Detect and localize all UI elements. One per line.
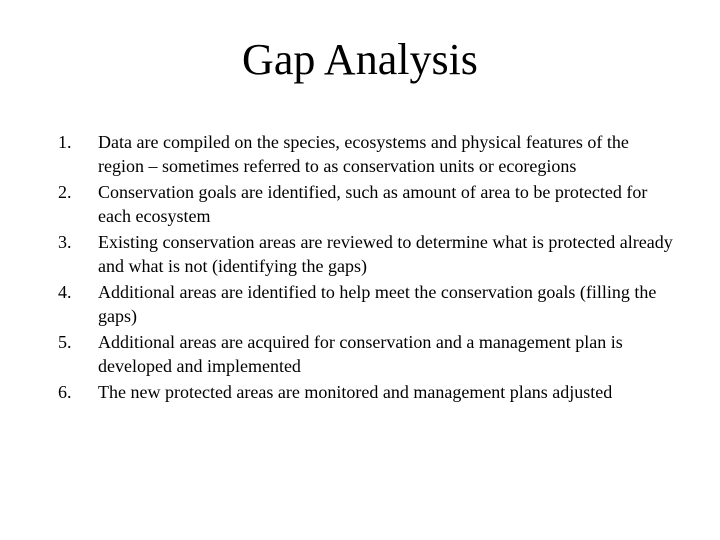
list-item-text: The new protected areas are monitored and management plans adjusted [98, 382, 613, 402]
numbered-list [58, 130, 678, 406]
list-item [58, 230, 678, 278]
list-item-number: 6. [58, 382, 72, 402]
list-item-number: 1. [58, 132, 72, 152]
list-item-number: 2. [58, 182, 72, 202]
list-item-number: 3. [58, 232, 72, 252]
list-item-text: Data are compiled on the species, ecosystems and physical features of the region – sometimes referred to as conservation units or ecoregions [98, 132, 629, 176]
list-item [58, 130, 678, 178]
list-item [58, 180, 678, 228]
list-item-number: 5. [58, 332, 72, 352]
list-item [58, 380, 678, 404]
list-item [58, 330, 678, 378]
list-item-text: Additional areas are identified to help meet the conservation goals (filling the gaps) [98, 282, 657, 326]
list-item-text: Conservation goals are identified, such as amount of area to be protected for each ecosystem [98, 182, 648, 226]
list-item-number: 4. [58, 282, 72, 302]
list-item [58, 280, 678, 328]
slide-title: Gap Analysis [242, 35, 478, 84]
list-item-text: Existing conservation areas are reviewed to determine what is protected already and what is not (identifying the gaps) [98, 232, 673, 276]
list-item-text: Additional areas are acquired for conservation and a management plan is developed and implemented [98, 332, 623, 376]
